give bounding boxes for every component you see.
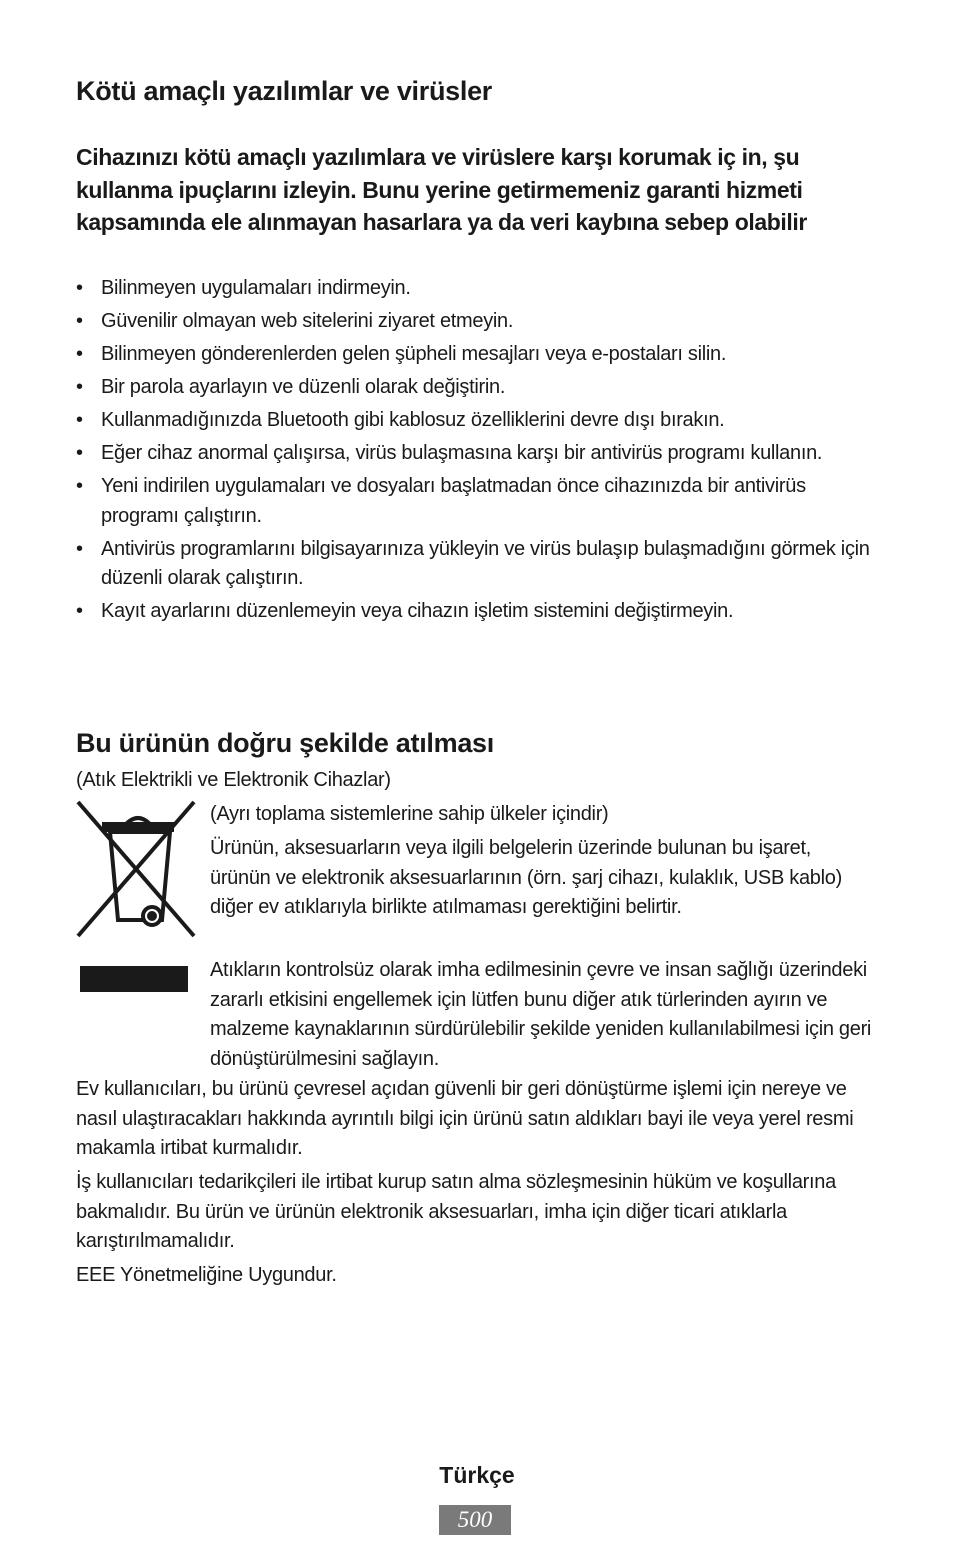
list-item: • Bilinmeyen uygulamaları indirmeyin.	[76, 277, 411, 299]
malware-tips-list	[76, 274, 876, 630]
list-item: • Güvenilir olmayan web sitelerini ziyaret etmeyin.	[76, 310, 514, 332]
section-title-malware: Kötü amaçlı yazılımlar ve virüsler	[76, 76, 492, 106]
disposal-subtitle: (Atık Elektrikli ve Elektronik Cihazlar)	[76, 769, 391, 791]
list-item: • Bilinmeyen gönderenlerden gelen şüpheli mesajları veya e-postaları silin.	[76, 343, 727, 365]
page-number: 500	[439, 1505, 511, 1535]
disposal-paragraph-5: EEE Yönetmeliğine Uygundur.	[76, 1264, 337, 1286]
malware-intro: Cihazınızı kötü amaçlı yazılımlara ve virüslere karşı korumak iç in, şu kullanma ipuçlarını izleyin. Bunu yerine getirmemeniz garanti hizmeti kapsamında ele alınmayan hasarlara ya da veri kaybına sebep olabilir	[76, 144, 807, 235]
list-item: • Yeni indirilen uygulamaları ve dosyaları başlatmadan önce cihazınızda bir antivirüs programı çalıştırın.	[76, 475, 806, 527]
disposal-paragraph-1: Ürünün, aksesuarların veya ilgili belgelerin üzerinde bulunan bu işaret, ürünün ve elektronik aksesuarlarının (örn. şarj cihazı, kulaklık, USB kablo) diğer ev atıklarıyla birlikte atılmaması gerektiğini belirtir.	[210, 837, 842, 918]
disposal-details-lower	[76, 1075, 876, 1295]
list-item: • Kullanmadığınızda Bluetooth gibi kablosuz özelliklerini devre dışı bırakın.	[76, 409, 725, 431]
disposal-details	[76, 956, 876, 1079]
weee-description	[76, 800, 876, 927]
list-item: • Antivirüs programlarını bilgisayarınıza yükleyin ve virüs bulaşıp bulaşmadığını görmek için düzenli olarak çalıştırın.	[76, 537, 870, 589]
disposal-paragraph-2: Atıkların kontrolsüz olarak imha edilmesinin çevre ve insan sağlığı üzerindeki zararlı etkisini engellemek için lütfen bunu diğer atık türlerinden ayırın ve malzeme kaynaklarının sürdürülebilir şekilde yeniden kullanılabilmesi için geri dönüştürülmesini sağlayın.	[210, 959, 872, 1070]
footer-language: Türkçe	[439, 1462, 515, 1488]
list-item: • Eğer cihaz anormal çalışırsa, virüs bulaşmasına karşı bir antivirüs programı kullanın.	[76, 442, 823, 464]
list-item: • Bir parola ayarlayın ve düzenli olarak değiştirin.	[76, 376, 506, 398]
section-title-disposal: Bu ürünün doğru şekilde atılması	[76, 728, 494, 758]
disposal-paragraph-3: Ev kullanıcıları, bu ürünü çevresel açıdan güvenli bir geri dönüştürme işlemi için nereye ve nasıl ulaştıracakları hakkında ayrıntılı bilgi için ürünü satın aldıkları bayi ile veya yerel resmi makamla irtibat kurmalıdır.	[76, 1078, 854, 1159]
list-item: • Kayıt ayarlarını düzenlemeyin veya cihazın işletim sistemini değiştirmeyin.	[76, 600, 734, 622]
disposal-paragraph-4: İş kullanıcıları tedarikçileri ile irtibat kurup satın alma sözleşmesinin hüküm ve koşullarına bakmalıdır. Bu ürün ve ürünün elektronik aksesuarları, imha için diğer ticari atıklarla karıştırılmamalıdır.	[76, 1171, 836, 1252]
disposal-scope: (Ayrı toplama sistemlerine sahip ülkeler içindir)	[210, 803, 609, 825]
